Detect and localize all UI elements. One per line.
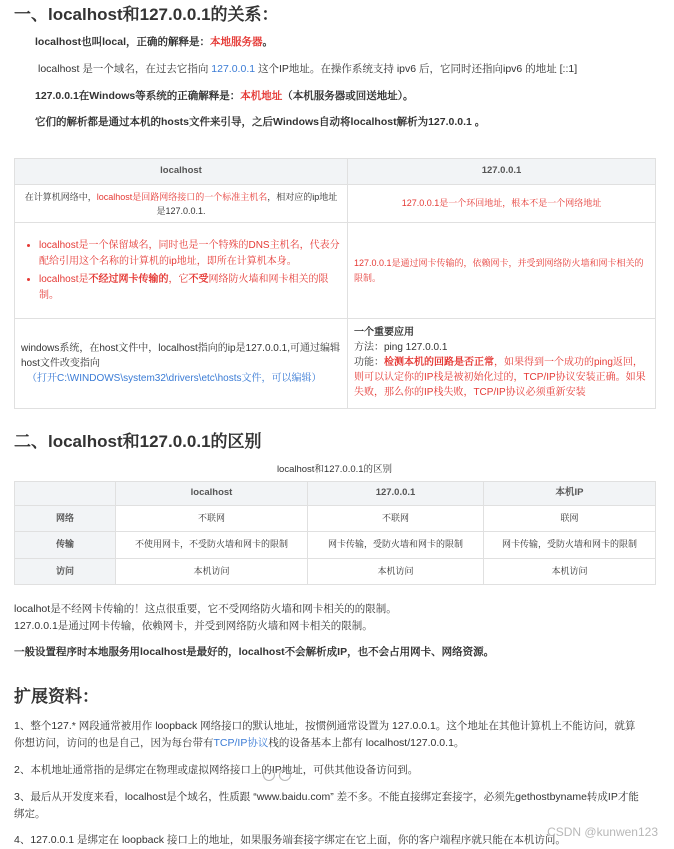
table-row <box>15 559 656 585</box>
table1-r3c1: windows系统，在host文件中，localhost指向的ip是127.0.0.1,可通过编辑host文件改变指向 （打开C:\WINDOWS\system32\drivers\etc\hosts文件，可以编辑） <box>15 319 348 409</box>
section1-p1: localhost也叫local，正确的解释是：本地服务器。 <box>35 36 274 48</box>
section1-p3: 127.0.0.1在Windows等系统的正确解释是：本机地址（本机服务器或回送地址）。 <box>35 90 414 102</box>
watermark: CSDN @kunwen123 <box>547 825 658 839</box>
section1-title: 一、localhost和127.0.0.1的关系： <box>14 5 279 24</box>
table1-r3c2: 一个重要应用 方法：ping 127.0.0.1 功能：检测本机的回路是否正常，如果得到一个成功的ping返回，则可以认定你的IP栈是被初始化过的，TCP/IP协议安装正确。如果失败，那么你的IP栈失败，TCP/IP协议必须重新安装 <box>348 319 656 409</box>
relation-table <box>14 158 656 409</box>
section2-title: 二、localhost和127.0.0.1的区别 <box>14 432 262 451</box>
table2-header-ip: 127.0.0.1 <box>308 482 484 506</box>
table1-r1c1: 在计算机网络中，localhost是回路网络接口的一个标准主机名，相对应的ip地址是127.0.0.1. <box>15 185 348 223</box>
ext-item1-line2: 你想访问，访问的也是自己，因为每台带有TCP/IP协议栈的设备基本上都有 localhost/127.0.0.1。 <box>14 737 465 749</box>
table2-cell: 访问 <box>15 559 116 585</box>
copy-icon[interactable] <box>279 769 291 781</box>
table1-header-localhost: localhost <box>15 159 348 185</box>
section1-p2: localhost 是一个域名，在过去它指向 127.0.0.1 这个IP地址。在操作系统支持 ipv6 后，它同时还指向ipv6 的地址 [::1] <box>38 63 578 75</box>
table1-r2c1-list <box>21 238 341 304</box>
floating-toolbar[interactable] <box>258 767 296 783</box>
section1-p4: 它们的解析都是通过本机的hosts文件来引导，之后Windows自动将localhost解析为127.0.0.1 。 <box>35 116 486 128</box>
table1-r2c2: 127.0.0.1是通过网卡传输的，依赖网卡，并受到网络防火墙和网卡相关的限制。 <box>348 223 656 319</box>
table2-cell: 本机访问 <box>308 559 484 585</box>
ext-item3-line1: 3、最后从开发度来看，localhost是个域名，性质跟 “www.baidu.com” 差不多。不能直接绑定套接字，必须先gethostbyname转成IP才能 <box>14 791 639 803</box>
table2-cell: 本机访问 <box>116 559 308 585</box>
table2-cell: 不使用网卡，不受防火墙和网卡的限制 <box>116 532 308 559</box>
table1-r2c1 <box>15 223 348 319</box>
table2-cell: 网卡传输，受防火墙和网卡的限制 <box>484 532 656 559</box>
after-table2-line1: localhot是不经网卡传输的！这点很重要，它不受网络防火墙和网卡相关的的限制。 <box>14 603 397 615</box>
table2-cell: 网络 <box>15 506 116 532</box>
table1-r1c2: 127.0.0.1是一个环回地址，根本不是一个网络地址 <box>348 185 656 223</box>
list-item: • localhost是不经过网卡传输的，它不受网络防火墙和网卡相关的限制。 <box>39 272 341 304</box>
after-table2-line3: 一般设置程序时本地服务用localhost是最好的，localhost不会解析成IP，也不会占用网卡、网络资源。 <box>14 646 495 658</box>
table2-cell: 联网 <box>484 506 656 532</box>
table2-header-local-ip: 本机IP <box>484 482 656 506</box>
ext-item4: 4、127.0.0.1 是绑定在 loopback 接口上的地址，如果服务端套接字绑定在它上面，你的客户端程序就只能在本机访问。 <box>14 834 566 846</box>
tcpip-link[interactable]: TCP/IP协议 <box>213 737 269 749</box>
table2-cell: 网卡传输，受防火墙和网卡的限制 <box>308 532 484 559</box>
table2-cell: 本机访问 <box>484 559 656 585</box>
table2-cell: 传输 <box>15 532 116 559</box>
table2-header-localhost: localhost <box>116 482 308 506</box>
ext-item2: 2、本机地址通常指的是绑定在物理或虚拟网络接口上的IP地址，可供其他设备访问到。 <box>14 764 419 776</box>
table2-cell: 不联网 <box>308 506 484 532</box>
after-table2-line2: 127.0.0.1是通过网卡传输，依赖网卡，并受到网络防火墙和网卡相关的限制。 <box>14 620 373 632</box>
ip-link[interactable]: 127.0.0.1 <box>211 63 256 75</box>
table2-caption: localhost和127.0.0.1的区别 <box>276 464 393 475</box>
difference-table <box>14 481 656 585</box>
ext-item3-line2: 绑定。 <box>14 808 46 820</box>
section3-title: 扩展资料： <box>14 687 99 706</box>
table2-cell: 不联网 <box>116 506 308 532</box>
hosts-file-link[interactable]: （打开C:\WINDOWS\system32\drivers\etc\hosts文件，可以编辑） <box>27 373 322 384</box>
ext-item1-line1: 1、整个127.* 网段通常被用作 loopback 网络接口的默认地址，按惯例通常设置为 127.0.0.1。这个地址在其他计算机上不能访问，就算 <box>14 720 636 732</box>
table-row <box>15 532 656 559</box>
table2-header-empty <box>15 482 116 506</box>
zoom-icon[interactable] <box>263 769 275 781</box>
table1-header-ip: 127.0.0.1 <box>348 159 656 185</box>
list-item: • localhost是一个保留域名，同时也是一个特殊的DNS主机名，代表分配给引用这个名称的计算机的ip地址，即所在计算机本身。 <box>39 238 341 270</box>
table-row <box>15 506 656 532</box>
